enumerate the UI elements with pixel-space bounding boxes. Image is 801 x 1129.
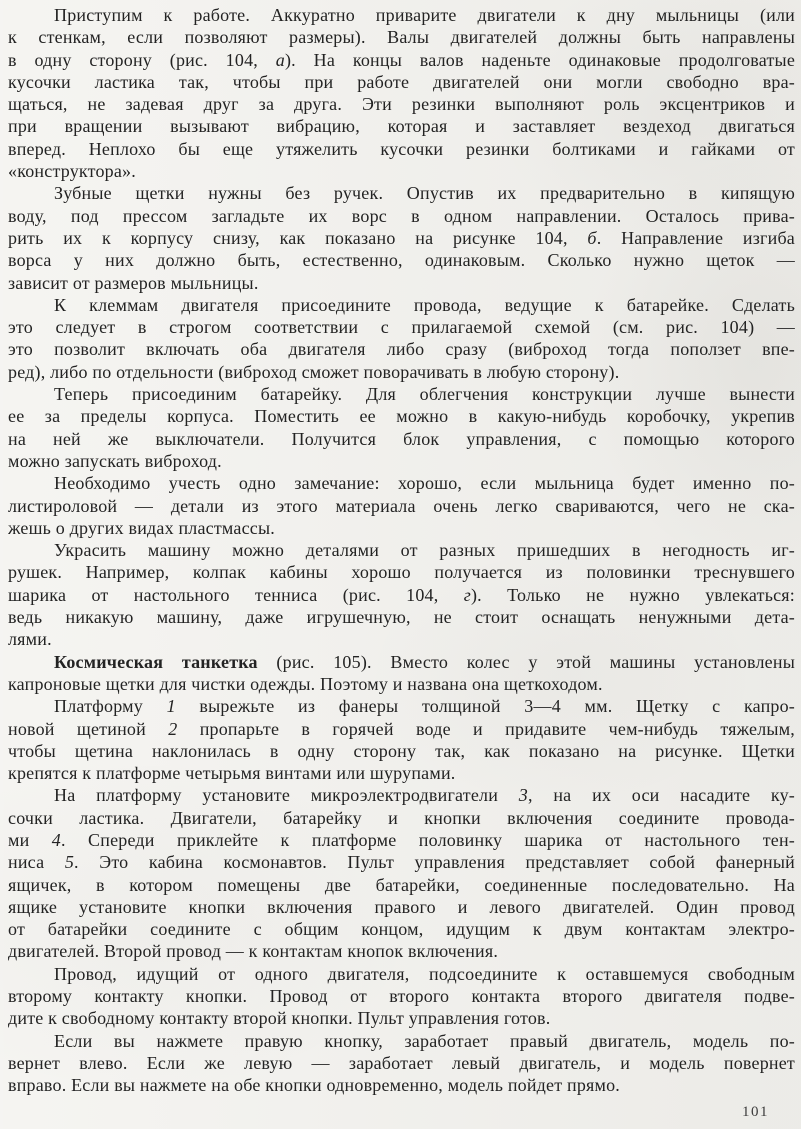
text-segment: Зубные щетки нужны без ручек. Опустив их предварительно в кипящую	[54, 183, 795, 204]
text-segment-italic: а	[275, 49, 285, 70]
text-segment: , на их оси насадите ку-	[527, 785, 795, 806]
text-segment: Украсить машину можно деталями от разных пришедших в негодность иг-	[54, 540, 795, 561]
text-segment-italic: 3	[518, 785, 528, 806]
text-segment: ящичек, в котором помещены две батарейки, соединенные последовательно. На	[8, 874, 795, 895]
text-segment: Приступим к работе. Аккуратно приварите двигатели к дну мыльницы (или	[54, 5, 795, 25]
text-segment: чтобы щетина наклонилась в одну сторону так, как показано на рисунке. Щетки	[8, 740, 795, 761]
text-line	[8, 495, 795, 517]
text-line	[8, 26, 795, 48]
text-line	[8, 673, 795, 695]
text-segment: рить их к корпусу снизу, как показано на рисунке 104,	[8, 227, 588, 248]
text-segment: пропарьте в горячей воде и придавите чем-нибудь тяжелым,	[177, 718, 795, 739]
text-line	[8, 249, 795, 271]
text-segment: вырежьте из фанеры толщиной 3—4 мм. Щетку с капро-	[175, 696, 795, 717]
text-line	[8, 294, 795, 316]
text-segment: На платформу установите микроэлектродвигатели	[54, 785, 519, 806]
text-segment: ведь никакую машину, даже игрушечную, не стоит оснащать ненужными дета-	[8, 607, 795, 628]
text-segment: от батарейки соедините с общим концом, идущим к двум контактам электро-	[8, 919, 795, 940]
text-line	[8, 628, 795, 650]
text-line	[8, 584, 795, 606]
text-segment: воду, под прессом загладьте их ворс в одном направлении. Осталось прива-	[8, 205, 795, 226]
text-line	[8, 539, 795, 561]
para-motors-mounting	[8, 4, 795, 182]
text-segment: ее за пределы корпуса. Поместить ее можно в какую-нибудь коробочку, укрепив	[8, 406, 795, 427]
text-line	[8, 829, 795, 851]
para-decoration	[8, 539, 795, 650]
text-segment: вернет влево. Если же левую — заработает левый двигатель, и модель повернет	[8, 1052, 795, 1073]
text-segment: Платформу	[54, 696, 167, 717]
text-segment: ). На концы валов наденьте одинаковые продолговатые	[284, 49, 795, 70]
text-segment: дите к свободному контакту второй кнопки. Пульт управления готов.	[8, 1008, 551, 1029]
text-line	[8, 517, 795, 539]
text-line	[8, 115, 795, 137]
text-line	[8, 874, 795, 896]
para-motors-and-console	[8, 784, 795, 962]
text-segment-italic: 2	[168, 718, 178, 739]
text-segment: зависит от размеров мыльницы.	[8, 272, 259, 293]
text-block	[8, 4, 795, 1097]
text-line	[8, 561, 795, 583]
text-segment: второму контакту кнопки. Провод от второго контакта второго двигателя подве-	[8, 986, 795, 1007]
text-segment: шарика от настольного тенниса (рис. 104,	[8, 584, 464, 605]
text-line	[8, 138, 795, 160]
text-line	[8, 1030, 795, 1052]
text-segment-italic: 1	[166, 696, 176, 717]
text-segment: листироловой — детали из этого материала очень легко свариваются, чего не ска-	[8, 495, 795, 516]
text-line	[8, 807, 795, 829]
para-toothbrushes	[8, 182, 795, 293]
text-segment: . Это кабина космонавтов. Пульт управления представляет собой фанерный	[74, 852, 795, 873]
text-segment: сочки ластика. Двигатели, батарейку и кнопки включения соедините провода-	[8, 807, 795, 828]
para-controls-behavior	[8, 1030, 795, 1097]
text-segment: лями.	[8, 629, 52, 650]
text-segment-italic: г	[463, 584, 471, 605]
text-segment: при вращении вызывают вибрацию, которая и заставляет вездеход двигаться	[8, 116, 795, 137]
text-line	[8, 472, 795, 494]
text-line	[8, 405, 795, 427]
para-polystyrene-note	[8, 472, 795, 539]
text-line	[8, 160, 795, 182]
text-line	[8, 4, 795, 26]
text-segment: (рис. 105). Вместо колес у этой машины установлены	[257, 651, 795, 672]
text-segment: ящике установите кнопки включения правого и левого двигателей. Один провод	[8, 896, 795, 917]
text-segment: двигателей. Второй провод — к контактам кнопок включения.	[8, 941, 499, 962]
text-segment: К клеммам двигателя присоедините провода, ведущие к батарейке. Сделать	[54, 294, 795, 315]
text-segment: щаться, не задевая друг за друга. Эти резинки выполняют роль эксцентриков и	[8, 94, 795, 115]
text-segment: на ней же выключатели. Получится блок управления, с помощью которого	[8, 428, 795, 449]
text-segment: капроновые щетки для чистки одежды. Поэтому и названа она щеткоходом.	[8, 673, 603, 694]
text-line	[8, 606, 795, 628]
text-segment: . Спереди приклейте к платформе половинку шарика от настольного тен-	[60, 829, 795, 850]
text-segment: Если вы нажмете правую кнопку, заработает правый двигатель, модель по-	[54, 1030, 795, 1051]
text-line	[8, 205, 795, 227]
text-segment: крепятся к платформе четырьмя винтами или шурупами.	[8, 763, 456, 784]
text-line	[8, 428, 795, 450]
text-line	[8, 93, 795, 115]
text-line	[8, 316, 795, 338]
text-line	[8, 1052, 795, 1074]
text-segment-bold: Космическая танкетка	[54, 651, 258, 672]
text-line	[8, 651, 795, 673]
para-console-wiring	[8, 963, 795, 1030]
text-line	[8, 918, 795, 940]
text-segment: рушек. Например, колпак кабины хорошо получается из половинки треснувшего	[8, 562, 795, 583]
para-space-tankette-intro	[8, 651, 795, 696]
text-line	[8, 718, 795, 740]
text-line	[8, 338, 795, 360]
text-line	[8, 896, 795, 918]
text-segment: ). Только не нужно увлекаться:	[470, 584, 795, 605]
text-segment: кусочки ластика так, чтобы при работе двигателей они могли свободно вра-	[8, 71, 795, 92]
para-platform-brushes	[8, 695, 795, 784]
page-number: 101	[742, 1104, 769, 1120]
text-line	[8, 1007, 795, 1029]
text-line	[8, 227, 795, 249]
text-line	[8, 940, 795, 962]
text-line	[8, 361, 795, 383]
text-line	[8, 784, 795, 806]
text-segment: . Направление изгиба	[596, 227, 795, 248]
text-line	[8, 963, 795, 985]
text-segment: ворса у них должно быть, естественно, одинаковым. Сколько нужно щеток —	[8, 250, 795, 271]
text-segment: вправо. Если вы нажмете на обе кнопки одновременно, модель пойдет прямо.	[8, 1075, 621, 1096]
text-segment: это следует в строгом соответствии с прилагаемой схемой (см. рис. 104) —	[8, 317, 795, 338]
text-line	[8, 1074, 795, 1096]
text-segment: к стенкам, если позволяют размеры). Валы двигателей должны быть направлены	[8, 27, 795, 48]
text-segment: в одну сторону (рис. 104,	[8, 49, 276, 70]
text-segment: жешь о других видах пластмассы.	[8, 517, 275, 538]
text-line	[8, 740, 795, 762]
text-segment-italic: 5	[64, 852, 75, 873]
text-segment: Провод, идущий от одного двигателя, подсоедините к оставшемуся свободным	[54, 963, 795, 984]
text-line	[8, 182, 795, 204]
text-line	[8, 851, 795, 873]
text-line	[8, 762, 795, 784]
text-segment: ниса	[8, 852, 65, 873]
text-line	[8, 383, 795, 405]
text-line	[8, 272, 795, 294]
text-segment: это позволит включать оба двигателя либо сразу (виброход тогда поползет впе-	[8, 339, 795, 360]
text-segment: «конструктора».	[8, 161, 136, 182]
text-segment-italic: б	[587, 227, 597, 248]
para-battery	[8, 383, 795, 472]
text-segment: новой щетиной	[8, 718, 169, 739]
text-line	[8, 695, 795, 717]
text-line	[8, 49, 795, 71]
text-segment: вперед. Неплохо бы еще утяжелить кусочки резинки болтиками и гайками от	[8, 138, 795, 159]
text-segment: ред), либо по отдельности (виброход сможет поворачивать в любую сторону).	[8, 361, 620, 382]
text-line	[8, 450, 795, 472]
text-segment: Теперь присоединим батарейку. Для облегчения конструкции лучше вынести	[54, 384, 795, 405]
text-segment: Необходимо учесть одно замечание: хорошо, если мыльница будет именно по-	[54, 473, 795, 494]
text-line	[8, 985, 795, 1007]
para-wiring	[8, 294, 795, 383]
text-segment: ми	[8, 829, 52, 850]
text-segment-italic: 4	[51, 829, 61, 850]
text-segment: можно запускать виброход.	[8, 450, 222, 471]
text-line	[8, 71, 795, 93]
